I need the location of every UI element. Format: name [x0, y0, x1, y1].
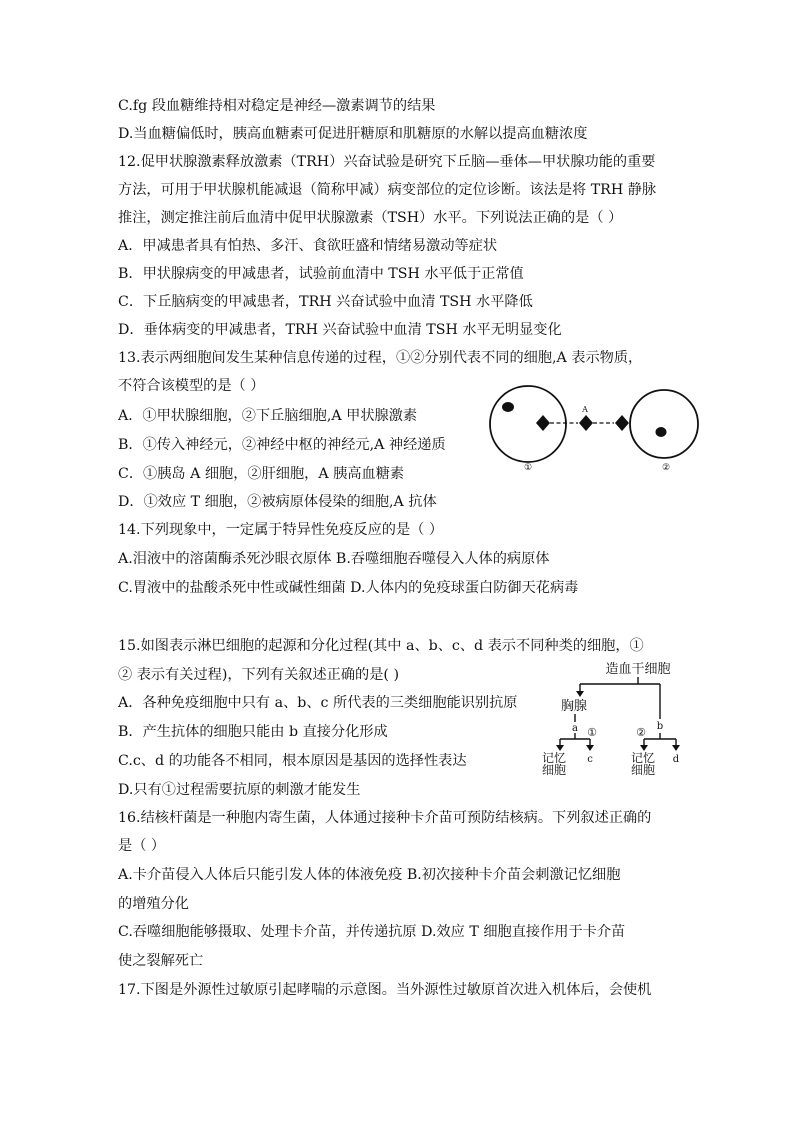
- signal-molecule-3: [615, 415, 629, 431]
- question-16-stem-1: 16.结核杆菌是一种胞内寄生菌，人体通过接种卡介苗可预防结核病。下列叙述正确的: [118, 810, 652, 826]
- memory-cell-right-2: 细胞: [630, 763, 656, 777]
- question-14-options-cd: C.胃液中的盐酸杀死中性或碱性细菌 D.人体内的免疫球蛋白防御天花病毒: [118, 580, 579, 596]
- question-12-option-c: C．下丘脑病变的甲减患者，TRH 兴奋试验中血清 TSH 水平降低: [118, 294, 533, 310]
- question-13-option-c: C．①胰岛 A 细胞，②肝细胞，A 胰高血糖素: [118, 466, 405, 482]
- node-b: b: [656, 721, 664, 732]
- question-13-option-b: B．①传入神经元，②神经中枢的神经元,A 神经递质: [118, 437, 446, 453]
- figure-15-lymphocyte-differentiation: [530, 655, 690, 777]
- question-16-option-b-cont: 的增殖分化: [118, 896, 189, 912]
- b-right-arrow: [672, 745, 680, 751]
- process-1-label: ①: [587, 726, 597, 739]
- node-hematopoietic-stem-cell: 造血干细胞: [605, 662, 671, 677]
- signal-molecule-2: [579, 415, 593, 431]
- question-12-option-b: B．甲状腺病变的甲减患者，试验前血清中 TSH 水平低于正常值: [118, 266, 524, 282]
- memory-cell-left-2: 细胞: [541, 763, 567, 777]
- memory-cell-left-1: 记忆: [541, 751, 567, 765]
- question-16-options-cd: C.吞噬细胞能够摄取、处理卡介苗，并传递抗原 D.效应 T 细胞直接作用于卡介苗: [118, 924, 626, 940]
- cell-2-circle: [630, 390, 698, 458]
- left-branch-arrow: [576, 691, 584, 697]
- text-line-2: D.当血糖偏低时，胰高血糖素可促进肝糖原和肌糖原的水解以提高血糖浓度: [118, 126, 588, 142]
- node-thymus: 胸腺: [560, 699, 588, 714]
- question-15-stem-1: 15.如图表示淋巴细胞的起源和分化过程(其中 a、b、c、d 表示不同种类的细胞，①: [118, 638, 644, 654]
- node-d: d: [672, 754, 680, 765]
- question-14-options-ab: A.泪液中的溶菌酶杀死沙眼衣原体 B.吞噬细胞吞噬侵入人体的病原体: [118, 551, 550, 567]
- question-15-option-c: C.c、d 的功能各不相同，根本原因是基因的选择性表达: [118, 753, 467, 769]
- question-16-options-ab: A.卡介苗侵入人体后只能引发人体的体液免疫 B.初次接种卡介苗会刺激记忆细胞: [118, 867, 621, 883]
- question-13-option-a: A．①甲状腺细胞，②下丘脑细胞,A 甲状腺激素: [118, 408, 418, 424]
- question-15-stem-2: ② 表示有关过程)，下列有关叙述正确的是( ): [118, 667, 400, 683]
- cell-1-label: ①: [523, 463, 533, 472]
- question-13-option-d: D．①效应 T 细胞，②被病原体侵染的细胞,A 抗体: [118, 494, 437, 510]
- cell-2-label: ②: [661, 463, 671, 472]
- question-15-option-a: A．各种免疫细胞中只有 a、b、c 所代表的三类细胞能识别抗原: [118, 695, 518, 711]
- process-2-label: ②: [636, 726, 646, 739]
- question-12-option-d: D．垂体病变的甲减患者，TRH 兴奋试验中血清 TSH 水平无明显变化: [118, 322, 562, 338]
- question-16-option-d-cont: 使之裂解死亡: [118, 953, 204, 969]
- question-14-stem: 14.下列现象中，一定属于特异性免疫反应的是（ ）: [118, 522, 444, 538]
- question-13-stem-1: 13.表示两细胞间发生某种信息传递的过程，①②分别代表不同的细胞,A 表示物质，: [118, 350, 643, 366]
- node-a: a: [572, 723, 578, 734]
- question-17-stem: 17.下图是外源性过敏原引起哮喘的示意图。当外源性过敏原首次进入机体后，会使机: [118, 982, 652, 998]
- node-c: c: [587, 754, 593, 765]
- cell-1-circle: [490, 386, 566, 462]
- cell-1-nucleus: [502, 402, 514, 412]
- cell-2-nucleus: [656, 427, 667, 437]
- question-15-option-d: D.只有①过程需要抗原的刺激才能发生: [118, 782, 361, 798]
- question-15-option-b: B．产生抗体的细胞只能由 b 直接分化形成: [118, 724, 388, 740]
- memory-cell-right-1: 记忆: [630, 751, 656, 765]
- figure-13-cell-signaling: [488, 382, 700, 472]
- question-16-stem-2: 是（ ）: [118, 838, 166, 854]
- question-13-stem-2: 不符合该模型的是（ ）: [118, 378, 265, 394]
- question-12-stem-3: 推注，测定推注前后血清中促甲状腺激素（TSH）水平。下列说法正确的是（ ）: [118, 210, 623, 226]
- text-line-1: C.fg 段血糖维持相对稳定是神经—激素调节的结果: [118, 98, 436, 114]
- signal-label-a: A: [582, 405, 588, 414]
- question-12-stem-1: 12.促甲状腺激素释放激素（TRH）兴奋试验是研究下丘脑—垂体—甲状腺功能的重要: [118, 154, 656, 170]
- question-12-stem-2: 方法，可用于甲状腺机能减退（简称甲减）病变部位的定位诊断。该法是将 TRH 静脉: [118, 182, 657, 198]
- signal-molecule-1: [536, 415, 550, 431]
- a-right-arrow: [586, 745, 594, 751]
- question-12-option-a: A．甲减患者具有怕热、多汗、食欲旺盛和情绪易激动等症状: [118, 238, 498, 254]
